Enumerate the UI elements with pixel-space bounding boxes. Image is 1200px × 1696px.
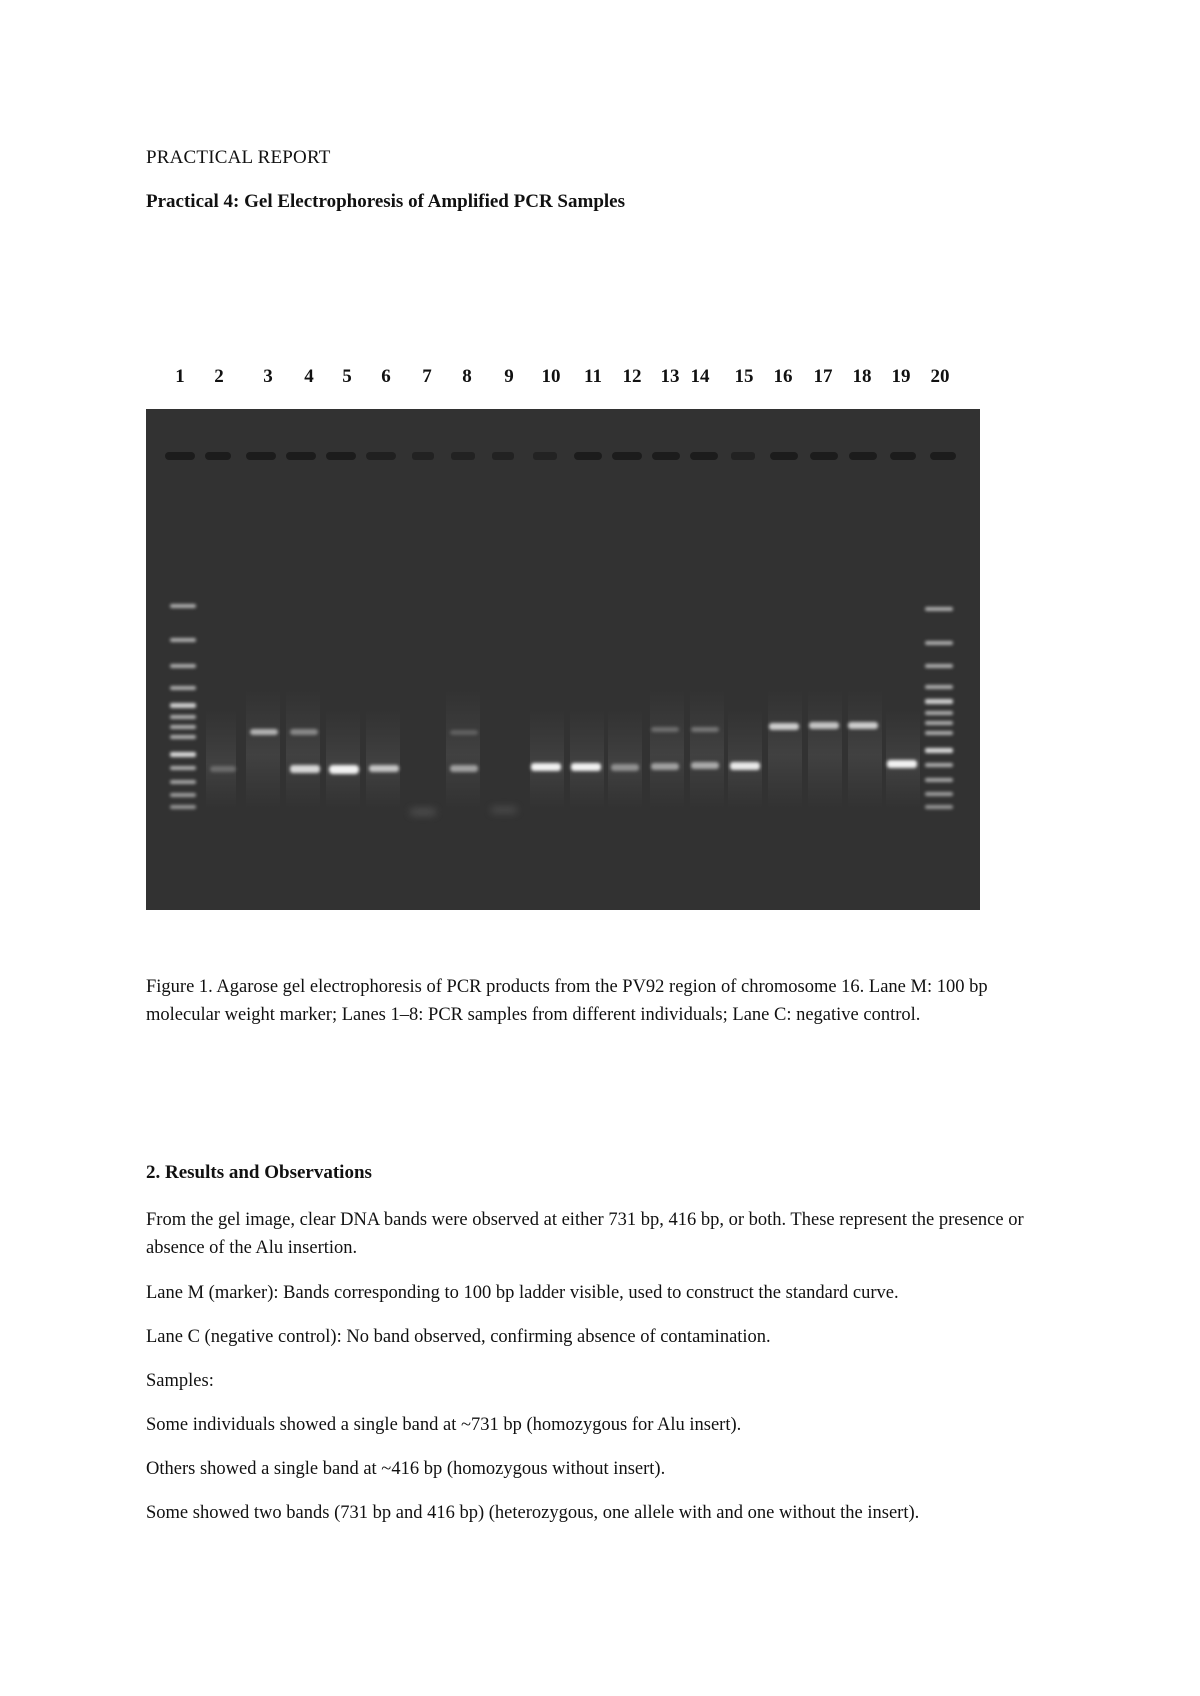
well [492,452,514,460]
sample-band [329,765,359,774]
ladder-band [925,711,953,715]
ladder-band [170,766,196,770]
sample-band [887,760,917,768]
sample-band [611,764,639,771]
lane-number: 19 [891,366,911,387]
primer-dimer [410,809,436,815]
lane-number: 10 [541,366,561,387]
heterozygous-observation: Some showed two bands (731 bp and 416 bp) (heterozygous, one allele with and one without the insert). [146,1503,920,1523]
lane-number: 5 [342,366,352,387]
lane-number: 11 [584,366,602,387]
sample-band [809,722,839,729]
ladder-band [925,731,953,735]
ladder-band [925,721,953,725]
ladder-band [170,664,196,668]
lane-number: 7 [422,366,432,387]
ladder-band [925,641,953,645]
sample-band [651,763,679,770]
ladder-band [170,752,196,757]
ladder-band [170,793,196,797]
smear [886,709,920,809]
lane-number: 3 [263,366,273,387]
primer-dimer [491,807,517,813]
homozygous-insert-observation: Some individuals showed a single band at ~731 bp (homozygous for Alu insert). [146,1415,742,1435]
lane-number: 9 [504,366,514,387]
smear [570,709,604,809]
well [810,452,838,460]
well [652,452,680,460]
smear [608,709,642,809]
lane-number: 1 [175,366,185,387]
well [574,452,602,460]
ladder-band [170,715,196,719]
lane-number: 14 [690,366,710,387]
homozygous-no-insert-observation: Others showed a single band at ~416 bp (homozygous without insert). [146,1459,666,1479]
gel-vignette [146,409,980,910]
well [205,452,231,460]
samples-label: Samples: [146,1371,214,1391]
lane-number: 17 [813,366,833,387]
practical-subtitle: Practical 4: Gel Electrophoresis of Amplified PCR Samples [146,191,625,212]
well [246,452,276,460]
sample-band [210,766,236,772]
well [366,452,396,460]
ladder-band [925,699,953,704]
results-heading: 2. Results and Observations [146,1162,372,1183]
smear [848,689,882,809]
lane-number: 2 [214,366,224,387]
ladder-band [170,725,196,729]
ladder-band [170,638,196,642]
well [930,452,956,460]
sample-band [450,730,478,735]
marker-observation: Lane M (marker): Bands corresponding to 100 bp ladder visible, used to construct the standard curve. [146,1283,899,1303]
lane-number-row [0,366,1200,396]
smear [768,689,802,809]
ladder-band [925,778,953,782]
smear [650,689,684,809]
ladder-band [925,607,953,611]
ladder-band [925,805,953,809]
figure-caption: Figure 1. Agarose gel electrophoresis of PCR products from the PV92 region of chromosome 16. Lane M: 100 bp molecular weight marker; Lanes 1–8: PCR samples from different individuals; Lane C: negative control. [146,977,988,1025]
smear [366,709,400,809]
well [770,452,798,460]
sample-band [769,723,799,730]
ladder-band [170,735,196,739]
smear [206,709,236,809]
lane-number: 18 [852,366,872,387]
smear [530,709,564,809]
smear [326,709,360,809]
lane-number: 13 [660,366,680,387]
well [412,452,434,460]
lane-number: 4 [304,366,314,387]
ladder-band [170,686,196,690]
ladder-band [925,748,953,753]
sample-band [450,765,478,772]
sample-band [531,763,561,771]
sample-band [691,762,719,769]
sample-band [651,727,679,732]
well [731,452,755,460]
smear [446,689,480,809]
ladder-band [170,805,196,809]
sample-band [290,729,318,735]
sample-band [290,765,320,773]
well [326,452,356,460]
ladder-band [170,604,196,608]
well [849,452,877,460]
well [165,452,195,460]
well [890,452,916,460]
ladder-band [925,664,953,668]
lane-number: 20 [930,366,950,387]
smear [246,689,280,809]
well [451,452,475,460]
sample-band [848,722,878,729]
lane-number: 15 [734,366,754,387]
well [286,452,316,460]
gel-electrophoresis-image [146,409,980,910]
well [690,452,718,460]
lane-number: 6 [381,366,391,387]
smear [808,689,842,809]
lane-number: 12 [622,366,642,387]
smear [728,709,762,809]
sample-band [250,729,278,735]
smear [286,689,320,809]
sample-band [730,762,760,770]
ladder-band [170,703,196,708]
lane-number: 16 [773,366,793,387]
ladder-band [925,763,953,767]
sample-band [369,765,399,772]
sample-band [691,727,719,732]
document-title: PRACTICAL REPORT [146,147,331,168]
negative-control-observation: Lane C (negative control): No band observed, confirming absence of contamination. [146,1327,771,1347]
ladder-band [925,685,953,689]
lane-number: 8 [462,366,472,387]
results-paragraph: From the gel image, clear DNA bands were observed at either 731 bp, 416 bp, or both. These represent the presence or absence of the Alu insertion. [146,1210,1024,1258]
ladder-band [170,780,196,784]
smear [690,689,724,809]
ladder-band [925,792,953,796]
well [533,452,557,460]
well [612,452,642,460]
sample-band [571,763,601,771]
